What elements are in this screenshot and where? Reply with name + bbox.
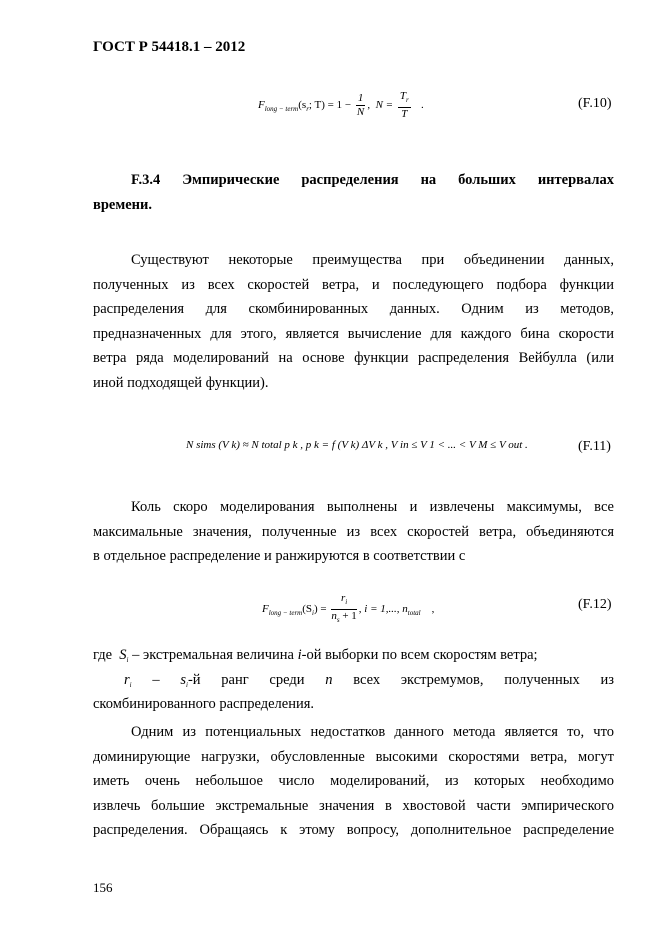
equation-f10: $F_{long - term}(s_r$; T) = 1 − $\frac{1}{N}$ , N = $\frac{T_r}{T}$ . [258, 90, 424, 120]
equation-f12: $F_{long - term}(S_i)$ = $\frac{r_i}{n_s + 1}$ , i = 1,..., $n_{total}$ , [262, 592, 435, 624]
where-line-2: $r_i - s_i-й$ ранг среди n всех экстремумов, полученных из [124, 671, 615, 689]
equation-f11: N sims (V k) ≈ N total p k , p k = f (V k) ΔV k , V in ≤ V 1 < ... < V M ≤ V out . [186, 439, 528, 451]
paragraph-2: Коль скоро моделирования выполнены и извлечены максимумы, все максимальные значения, полученные из всех скоростей ветра, объединяются в отдельное распределение и ранжируются в соответствии с [93, 499, 614, 564]
section-heading-line1: F.3.4 Эмпирические распределения на больших интервалах [131, 172, 614, 188]
section-heading [93, 168, 614, 217]
paragraph-1: Существуют некоторые преимущества при объединении данных, полученных из всех скоростей ветра, и последующего подбора функции распределения для скомбинированных данных. Одним из методов, предназначенных для этого, является вычисление для каждого бина скорости ветра ряда моделирований на основе функции распределения Вейбулла (или иной подходящей функции). [93, 252, 614, 391]
equation-number-f11: (F.11) [578, 439, 611, 454]
equation-number-f10: (F.10) [578, 96, 612, 111]
where-clause [93, 643, 614, 717]
where-line-3: скомбинированного распределения. [93, 696, 315, 712]
document-header: ГОСТ Р 54418.1 – 2012 [93, 39, 246, 55]
equation-number-f12: (F.12) [578, 597, 612, 612]
paragraph-3: Одним из потенциальных недостатков данного метода является то, что доминирующие нагрузки, обусловленные высокими скоростями ветра, могут иметь очень небольшое число моделирований, из которых необходимо извлечь большие экстремальные значения в хвостовой части эмпирического распределения. Обращаясь к этому вопросу, дополнительное распределение [93, 724, 614, 838]
section-heading-line2: времени. [93, 196, 152, 213]
where-line-1: где $S_i$ – экстремальная величина i-ой выборки по всем скоростям ветра; [93, 647, 538, 664]
page-number: 156 [93, 880, 113, 895]
